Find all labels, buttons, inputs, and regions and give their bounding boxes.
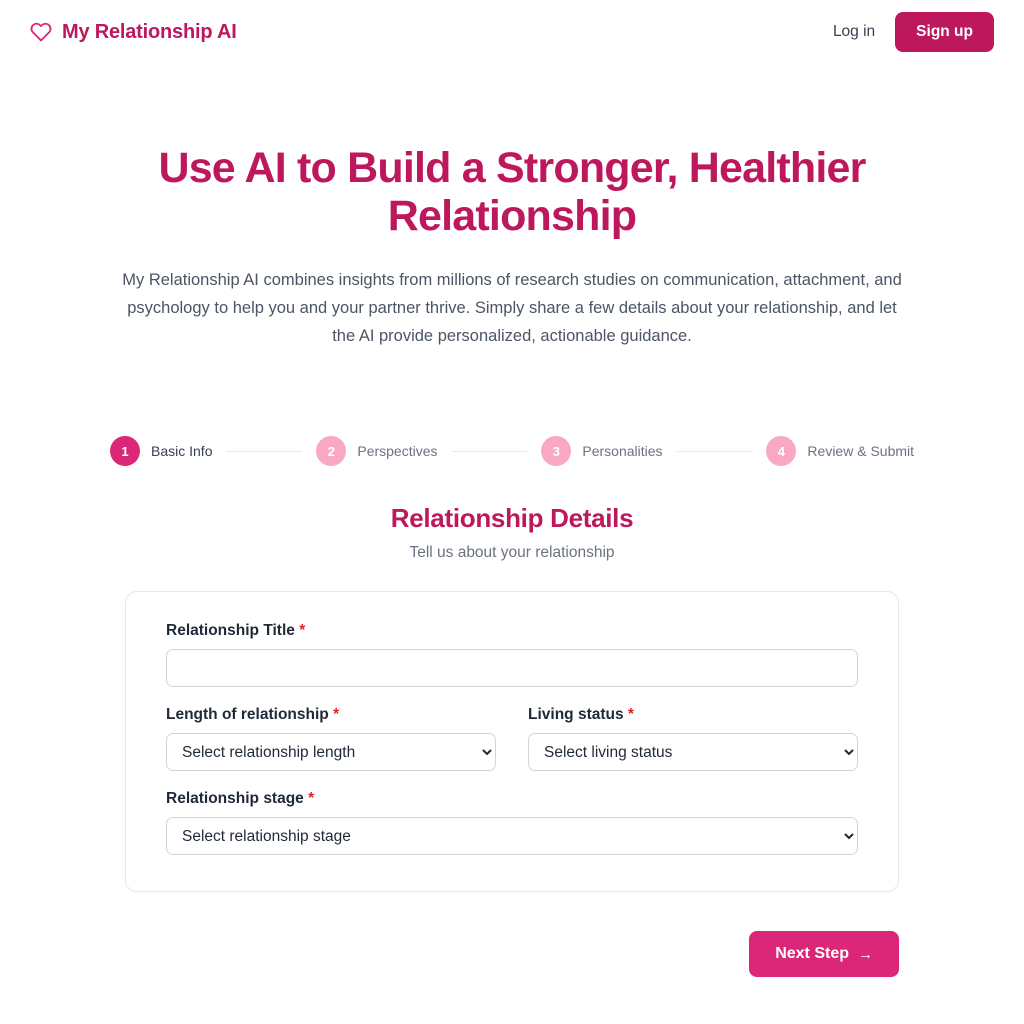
step-number: 1 — [110, 436, 140, 466]
step-label: Personalities — [582, 443, 663, 460]
progress-stepper — [0, 436, 1024, 466]
step-label: Perspectives — [357, 443, 438, 460]
required-asterisk: * — [308, 790, 315, 808]
header-actions — [833, 12, 994, 52]
required-asterisk: * — [333, 706, 340, 724]
signup-button[interactable]: Sign up — [895, 12, 994, 52]
relationship-title-input[interactable] — [166, 649, 858, 687]
step-review-submit[interactable] — [766, 436, 914, 466]
form-actions — [125, 931, 899, 977]
arrow-right-icon: → — [858, 945, 873, 963]
brand-logo[interactable] — [30, 21, 237, 44]
field-relationship-length — [166, 706, 496, 771]
step-number: 2 — [316, 436, 346, 466]
label-text: Relationship Title — [166, 622, 295, 640]
relationship-title-label — [166, 622, 858, 640]
step-number: 4 — [766, 436, 796, 466]
page-title: Use AI to Build a Stronger, Healthier Relationship — [158, 144, 866, 241]
hero-section — [0, 144, 1024, 350]
field-row — [166, 706, 858, 790]
step-connector — [226, 451, 302, 452]
step-label: Review & Submit — [807, 443, 915, 460]
relationship-length-select[interactable] — [166, 733, 496, 771]
living-status-label — [528, 706, 858, 724]
step-number: 3 — [541, 436, 571, 466]
required-asterisk: * — [627, 706, 634, 724]
heart-icon — [30, 21, 52, 43]
next-step-label: Next Step — [775, 945, 849, 963]
form-title: Relationship Details — [390, 503, 634, 534]
hero-subtitle: My Relationship AI combines insights from millions of research studies on communication, attachment, and psychology to help you and your partner thrive. Simply share a few details about your relationship, and let the AI provide personalized, actionable guidance. — [122, 271, 902, 346]
step-personalities[interactable] — [541, 436, 662, 466]
field-living-status — [528, 706, 858, 771]
step-connector — [452, 451, 528, 452]
step-perspectives[interactable] — [316, 436, 437, 466]
label-text: Living status — [528, 706, 624, 724]
login-link[interactable]: Log in — [832, 23, 876, 40]
step-basic-info[interactable] — [110, 436, 212, 466]
label-text: Relationship stage — [166, 790, 304, 808]
next-step-button[interactable] — [749, 931, 899, 977]
form-subtitle: Tell us about your relationship — [409, 544, 615, 562]
relationship-length-label — [166, 706, 496, 724]
required-asterisk: * — [299, 622, 306, 640]
form-header — [0, 503, 1024, 562]
living-status-select[interactable] — [528, 733, 858, 771]
field-relationship-title — [166, 622, 858, 687]
step-connector — [677, 451, 753, 452]
brand-name: My Relationship AI — [62, 20, 237, 43]
field-relationship-stage — [166, 790, 858, 855]
step-label: Basic Info — [151, 443, 213, 460]
label-text: Length of relationship — [166, 706, 329, 724]
relationship-stage-select[interactable] — [166, 817, 858, 855]
relationship-stage-label — [166, 790, 858, 808]
relationship-details-card — [125, 591, 899, 892]
site-header — [0, 0, 1024, 64]
